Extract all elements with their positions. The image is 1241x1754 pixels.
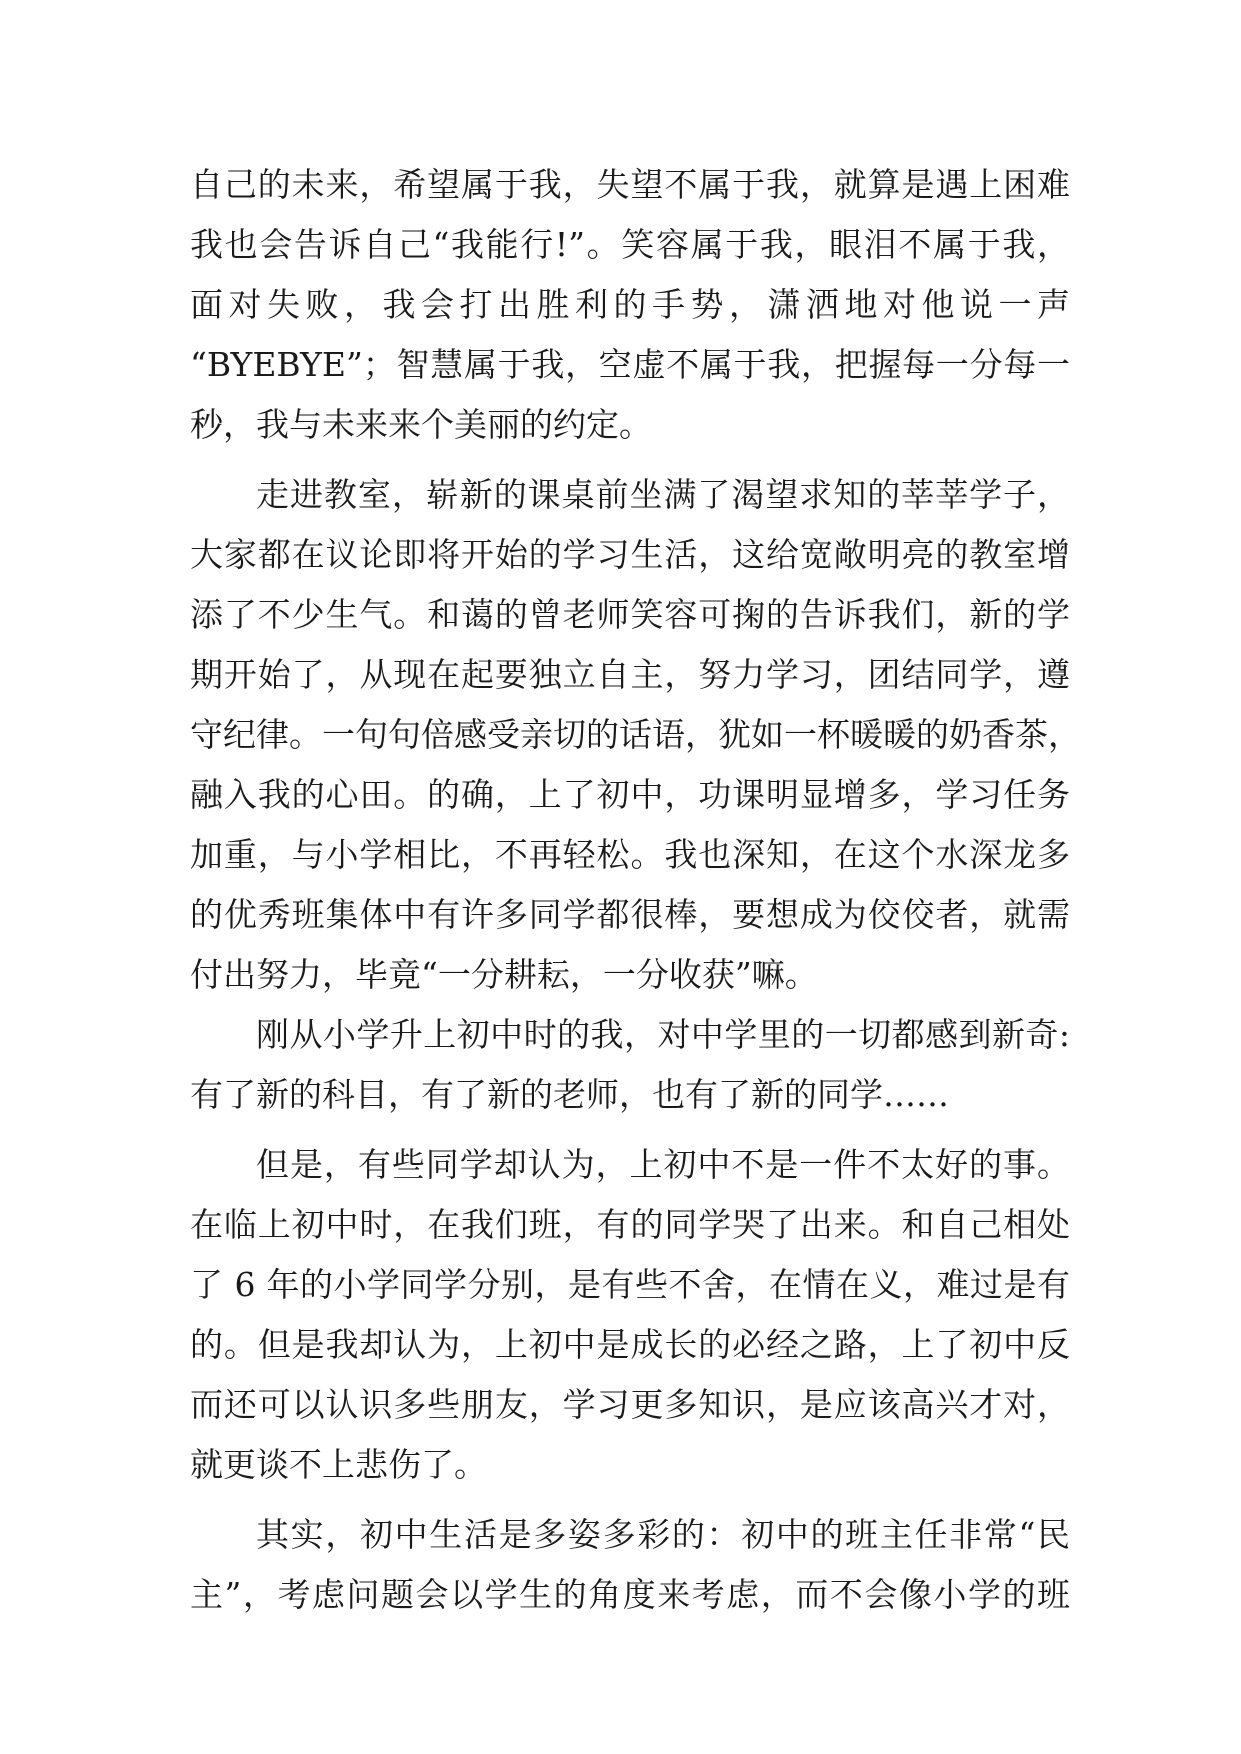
paragraph-2-line-7: 加重，与小学相比，不再轻松。我也深知，在这个水深龙多 [190, 835, 1070, 874]
paragraph-2-line-1: 走进教室，崭新的课桌前坐满了渴望求知的莘莘学子， [256, 475, 1070, 514]
paragraph-1-line-5: 秒，我与未来来个美丽的约定。 [190, 405, 652, 444]
paragraph-1-line-4: “BYEBYE”；智慧属于我，空虚不属于我，把握每一分每一 [190, 345, 1070, 384]
paragraph-2-line-5: 守纪律。一句句倍感受亲切的话语，犹如一杯暖暖的奶香茶， [190, 715, 1081, 754]
paragraph-2-line-9: 付出努力，毕竟“一分耕耘，一分收获”嘛。 [190, 955, 818, 994]
paragraph-4-line-2: 在临上初中时，在我们班，有的同学哭了出来。和自己相处 [190, 1205, 1070, 1244]
paragraph-4-line-3: 了 6 年的小学同学分别，是有些不舍，在情在义，难过是有 [190, 1265, 1070, 1304]
paragraph-4-line-4: 的。但是我却认为，上初中是成长的必经之路，上了初中反 [190, 1325, 1070, 1364]
paragraph-1-line-1: 自己的未来，希望属于我，失望不属于我，就算是遇上困难 [190, 165, 1070, 204]
paragraph-4-line-6: 就更谈不上悲伤了。 [190, 1445, 487, 1484]
paragraph-2-line-2: 大家都在议论即将开始的学习生活，这给宽敞明亮的教室增 [190, 535, 1070, 574]
paragraph-1-line-3: 面对失败，我会打出胜利的手势，潇洒地对他说一声 [190, 285, 1070, 324]
paragraph-5-line-2: 主”，考虑问题会以学生的角度来考虑，而不会像小学的班 [190, 1575, 1070, 1614]
paragraph-1-line-2: 我也会告诉自己“我能行!”。笑容属于我，眼泪不属于我， [190, 225, 1070, 264]
paragraph-spacer [190, 1495, 1070, 1505]
paragraph-5-line-1: 其实，初中生活是多姿多彩的：初中的班主任非常“民 [256, 1515, 1070, 1554]
paragraph-spacer [190, 455, 1070, 465]
paragraph-4-line-5: 而还可以认识多些朋友，学习更多知识，是应该高兴才对， [190, 1385, 1070, 1424]
paragraph-4-line-1: 但是，有些同学却认为，上初中不是一件不太好的事。 [256, 1145, 1070, 1184]
paragraph-2-line-3: 添了不少生气。和蔼的曾老师笑容可掬的告诉我们，新的学 [190, 595, 1070, 634]
paragraph-3-line-2: 有了新的科目，有了新的老师，也有了新的同学…… [190, 1075, 949, 1114]
paragraph-2-line-4: 期开始了，从现在起要独立自主，努力学习，团结同学，遵 [190, 655, 1070, 694]
paragraph-3-line-1: 刚从小学升上初中时的我，对中学里的一切都感到新奇: [256, 1015, 1070, 1054]
paragraph-2-line-8: 的优秀班集体中有许多同学都很棒，要想成为佼佼者，就需 [190, 895, 1070, 934]
paragraph-spacer [190, 1125, 1070, 1135]
paragraph-2-line-6: 融入我的心田。的确，上了初中，功课明显增多，学习任务 [190, 775, 1070, 814]
document-body [190, 155, 1081, 1625]
